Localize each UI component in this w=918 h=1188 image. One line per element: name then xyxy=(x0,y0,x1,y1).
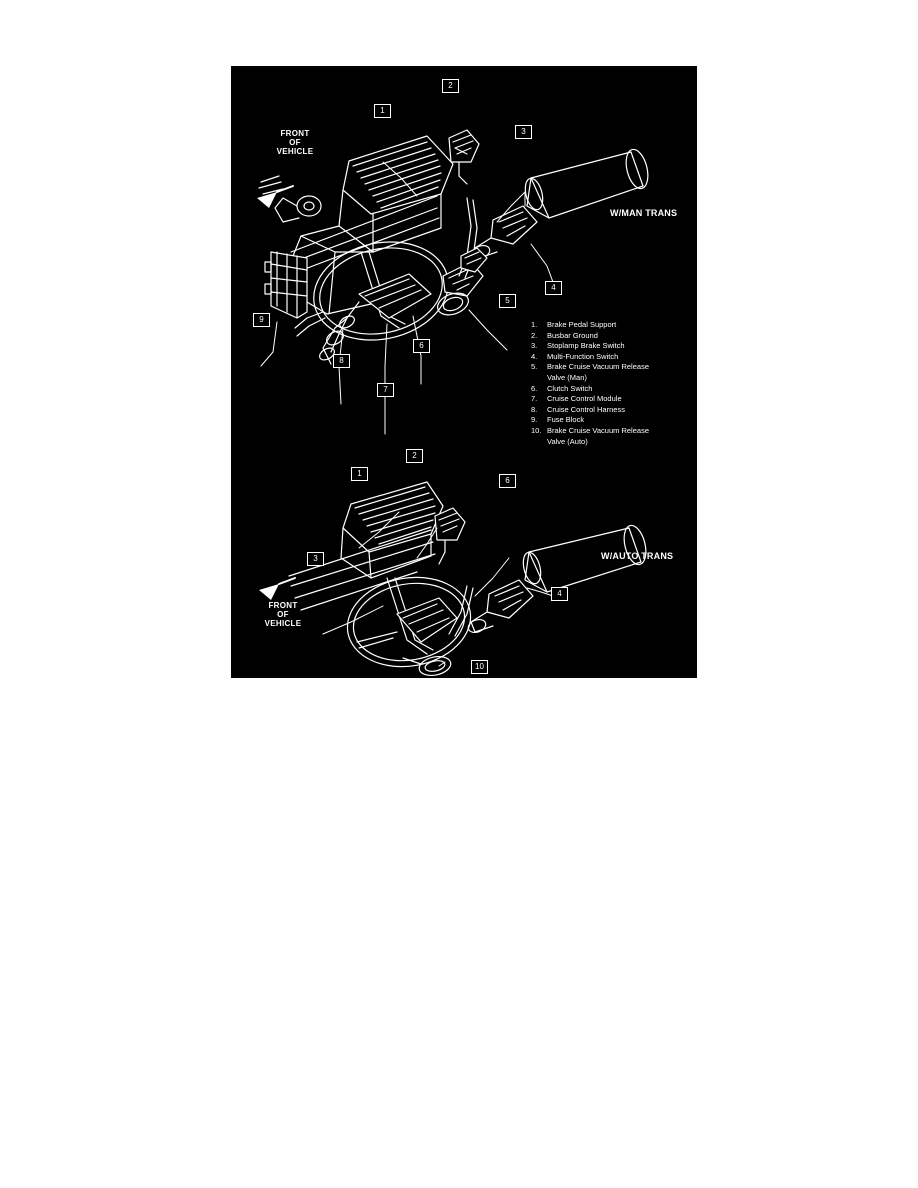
front-of-vehicle-label-upper xyxy=(265,129,325,156)
legend-label: Stoplamp Brake Switch xyxy=(547,341,625,351)
callout-3-lower: 3 xyxy=(307,552,324,566)
legend xyxy=(531,320,691,447)
legend-item xyxy=(531,426,691,437)
callout-6-upper: 6 xyxy=(413,339,430,353)
legend-number: 1. xyxy=(531,320,538,329)
callout-4-upper: 4 xyxy=(545,281,562,295)
callout-3-upper: 3 xyxy=(515,125,532,139)
callout-8-upper: 8 xyxy=(333,354,350,368)
legend-item xyxy=(531,405,691,416)
legend-label: Brake Pedal Support xyxy=(547,320,617,329)
callout-4-lower: 4 xyxy=(551,587,568,601)
callout-1-upper: 1 xyxy=(374,104,391,118)
legend-label: Fuse Block xyxy=(547,415,585,425)
legend-number: 4. xyxy=(531,351,538,361)
legend-label: Multi-Function Switch xyxy=(547,351,619,361)
legend-label-continuation: Valve (Man) xyxy=(547,372,587,382)
w-auto-trans-label: W/AUTO TRANS xyxy=(601,551,674,561)
legend-item xyxy=(531,394,691,405)
legend-number: 2. xyxy=(531,330,538,340)
callout-2-lower: 2 xyxy=(406,449,423,463)
legend-item xyxy=(531,320,691,331)
legend-item xyxy=(531,415,691,426)
legend-label: Brake Cruise Vacuum Release xyxy=(547,362,649,372)
legend-label-continuation: Valve (Auto) xyxy=(547,436,588,446)
callout-2-upper: 2 xyxy=(442,79,459,93)
legend-number: 7. xyxy=(531,394,538,404)
w-man-trans-label: W/MAN TRANS xyxy=(610,208,678,218)
callout-7-upper: 7 xyxy=(377,383,394,397)
front-label-line-3: VEHICLE xyxy=(276,147,314,156)
legend-number: 8. xyxy=(531,404,538,414)
legend-item xyxy=(531,362,691,373)
legend-number: 9. xyxy=(531,415,538,425)
front-label-line-1: FRONT xyxy=(268,601,298,610)
front-label-line-2: OF xyxy=(289,138,301,147)
callout-10-lower: 10 xyxy=(471,660,488,674)
callout-9-upper: 9 xyxy=(253,313,270,327)
legend-label: Cruise Control Module xyxy=(547,394,622,404)
front-label-line-3: VEHICLE xyxy=(264,619,302,628)
legend-label: Brake Cruise Vacuum Release xyxy=(547,425,649,435)
upper-view-panel xyxy=(231,66,697,678)
callout-1-lower: 1 xyxy=(351,467,368,481)
legend-number: 10. xyxy=(531,425,542,435)
front-of-vehicle-label-lower xyxy=(253,601,313,628)
legend-label: Clutch Switch xyxy=(547,383,593,393)
callout-6-lower: 6 xyxy=(499,474,516,488)
legend-item xyxy=(531,331,691,342)
illustration-plate xyxy=(231,66,697,678)
legend-label: Busbar Ground xyxy=(547,330,598,340)
legend-label: Cruise Control Harness xyxy=(547,404,625,414)
front-label-line-1: FRONT xyxy=(280,129,310,138)
callout-5-upper: 5 xyxy=(499,294,516,308)
legend-number: 3. xyxy=(531,341,538,351)
legend-number: 5. xyxy=(531,362,538,372)
legend-item xyxy=(531,352,691,363)
legend-item xyxy=(531,384,691,395)
front-label-line-2: OF xyxy=(277,610,289,619)
legend-item xyxy=(531,341,691,352)
legend-number: 6. xyxy=(531,383,538,393)
